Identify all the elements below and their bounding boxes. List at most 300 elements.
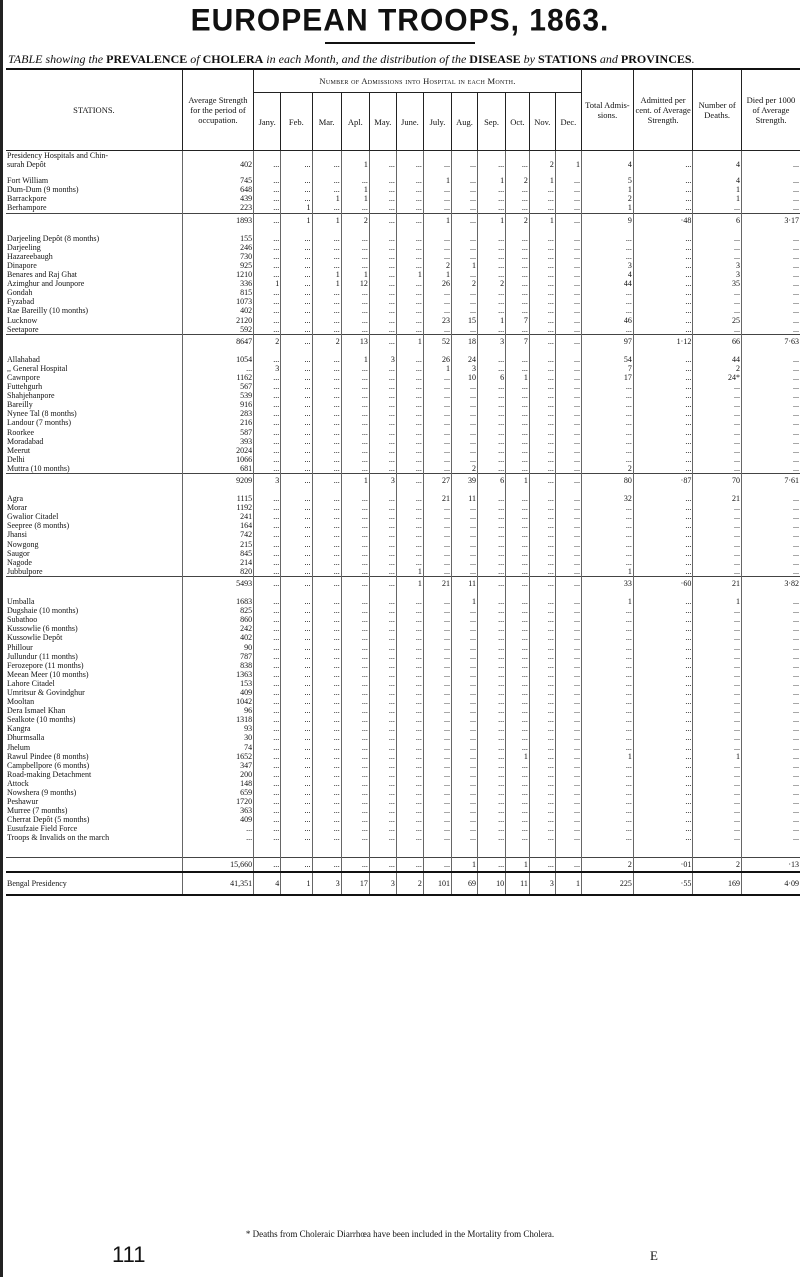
data-cell: ... [312,234,341,243]
data-cell: 363 [182,806,253,815]
data-cell: ... [506,724,530,733]
table-row [6,316,800,325]
data-cell: ... [423,530,451,539]
data-cell: ... [423,615,451,624]
data-cell: ... [396,428,423,437]
station-name: Jhelum [7,742,31,752]
data-cell: 12 [341,279,369,288]
data-cell: ... [555,633,581,642]
data-cell: 1210 [182,270,253,279]
data-cell: ... [369,364,396,373]
data-cell: 916 [182,400,253,409]
data-cell: ... [312,494,341,503]
gap-cell [581,227,633,234]
data-cell: ... [281,418,312,427]
data-cell: ... [693,706,742,715]
data-cell: 164 [182,521,253,530]
data-cell: ... [529,540,555,549]
data-cell: ... [341,464,369,474]
data-cell: ... [423,633,451,642]
station-name: Gwalior Citadel [7,512,59,522]
data-cell: ... [254,670,281,679]
grand-total-cell: 10 [477,872,505,895]
data-cell: ... [341,770,369,779]
data-cell: ... [529,512,555,521]
data-cell: ... [741,540,800,549]
data-cell: ... [281,252,312,261]
data-cell: ... [312,521,341,530]
data-cell: ... [254,400,281,409]
data-cell: ... [396,597,423,606]
subtotal-cell: 2 [341,213,369,227]
station-name: Umritsur & Govindghur [7,687,85,697]
data-cell: 2024 [182,446,253,455]
data-cell: ... [741,364,800,373]
subtotal-cell: 1 [529,213,555,227]
data-cell: ... [341,833,369,857]
data-cell: ... [529,373,555,382]
table-row [6,418,800,427]
data-cell: ... [452,176,478,185]
data-cell: ... [341,428,369,437]
data-cell: ... [633,558,692,567]
table-row [6,530,800,539]
data-cell: ... [477,761,505,770]
data-cell: ... [555,606,581,615]
grand-total-cell: 169 [693,872,742,895]
data-cell: 347 [182,761,253,770]
data-cell: 825 [182,606,253,615]
data-cell: ... [506,779,530,788]
data-cell: ... [423,806,451,815]
data-cell: ... [555,733,581,742]
data-cell: ... [396,521,423,530]
data-cell: ... [693,743,742,752]
data-cell: ... [452,185,478,194]
data-cell: ... [693,824,742,833]
data-cell: ... [423,670,451,679]
gap-cell [452,227,478,234]
data-cell: ... [506,325,530,335]
data-cell: ... [281,733,312,742]
gap-cell [529,348,555,355]
data-cell: 1 [477,176,505,185]
data-cell: ... [477,697,505,706]
data-cell: ... [312,833,341,857]
data-cell: ... [281,624,312,633]
station-name: Lucknow [7,315,38,325]
data-cell: ... [555,316,581,325]
data-cell: ... [254,373,281,382]
data-cell: ... [423,464,451,474]
data-cell: ... [369,400,396,409]
data-cell: ... [555,806,581,815]
data-cell: ... [633,679,692,688]
data-cell: 93 [182,724,253,733]
station-name: Dum-Dum (9 months) [7,185,79,195]
gap-cell [423,227,451,234]
data-cell: ... [477,306,505,315]
data-cell: 1 [341,160,369,169]
data-cell: ... [477,530,505,539]
data-cell: ... [529,316,555,325]
subtotal-cell: ... [369,857,396,872]
data-cell: ... [506,382,530,391]
data-cell: ... [341,252,369,261]
data-cell: ... [506,567,530,577]
data-cell: ... [555,288,581,297]
data-cell: ... [529,806,555,815]
data-cell: ... [506,788,530,797]
gap-cell [506,227,530,234]
data-cell: ... [369,715,396,724]
data-cell: ... [369,824,396,833]
data-cell: ... [312,661,341,670]
subtotal-cell: ... [396,474,423,488]
data-cell: ... [555,724,581,733]
subtotal-cell: ... [452,213,478,227]
grand-total-cell: 101 [423,872,451,895]
data-cell: ... [477,806,505,815]
subtotal-cell: ·13 [741,857,800,872]
data-cell: ... [452,530,478,539]
data-cell: 1 [693,194,742,203]
data-cell: 1 [452,597,478,606]
data-cell: ... [452,779,478,788]
subtotal-row [6,857,800,872]
data-cell: ... [369,724,396,733]
subtotal-cell: 1 [452,857,478,872]
gap-cell [693,590,742,597]
data-cell: ... [693,530,742,539]
gap-cell [396,590,423,597]
data-cell: 1 [341,185,369,194]
data-cell: ... [281,464,312,474]
data-cell: ... [254,606,281,615]
gap-cell [312,227,341,234]
data-cell: ... [254,437,281,446]
data-cell: ... [452,234,478,243]
data-cell: ... [581,446,633,455]
data-cell: ... [506,464,530,474]
station-name: Benares and Raj Ghat [7,270,77,280]
gap-cell [633,487,692,494]
data-cell: ... [555,437,581,446]
table-row [6,606,800,615]
data-cell: ... [369,833,396,857]
data-cell: ... [633,797,692,806]
data-cell: 742 [182,530,253,539]
gap-cell [633,590,692,597]
data-cell: ... [312,428,341,437]
data-cell: ... [281,446,312,455]
month-header: Dec. [555,93,581,151]
data-cell: ... [254,418,281,427]
station-name: Jubbulpore [7,566,43,576]
data-cell: ... [581,512,633,521]
data-cell: 155 [182,234,253,243]
data-cell: ... [369,743,396,752]
data-cell: ... [529,325,555,335]
data-cell: ... [312,418,341,427]
subtotal-cell: ... [341,857,369,872]
data-cell: ... [254,743,281,752]
gap-cell [477,590,505,597]
station-name: Road-making Detachment [7,769,92,779]
data-cell: 745 [182,176,253,185]
data-cell: ... [477,418,505,427]
gap-cell [581,348,633,355]
data-cell: ... [506,743,530,752]
gap-cell [281,348,312,355]
gap-cell [423,590,451,597]
data-cell: ... [312,261,341,270]
table-row [6,325,800,335]
data-cell: ... [529,779,555,788]
data-cell: 21 [423,494,451,503]
data-cell: 2 [477,279,505,288]
data-cell: ... [633,706,692,715]
table-row [6,455,800,464]
data-cell: ... [693,761,742,770]
data-cell: ... [633,418,692,427]
data-cell: ... [452,297,478,306]
data-cell: ... [741,252,800,261]
data-cell: ... [633,252,692,261]
station-name: Ferozepore (11 months) [7,660,84,670]
data-cell: ... [254,288,281,297]
data-cell: 214 [182,558,253,567]
data-cell: ... [254,661,281,670]
data-cell: ... [254,643,281,652]
data-cell: ... [423,549,451,558]
data-cell: ... [693,661,742,670]
data-cell: ... [341,494,369,503]
subtotal-cell: 1·12 [633,334,692,348]
data-cell: ... [341,724,369,733]
data-cell: ... [396,530,423,539]
station-name: Dinapore [7,260,37,270]
data-cell: 1066 [182,455,253,464]
data-cell: ... [506,306,530,315]
data-cell: ... [581,661,633,670]
data-cell: 3 [693,270,742,279]
data-cell: ... [477,715,505,724]
data-cell: ... [396,606,423,615]
data-cell: ... [506,815,530,824]
data-cell: ... [693,615,742,624]
data-cell: ... [281,512,312,521]
subtotal-label [6,213,182,227]
data-cell: ... [452,567,478,577]
data-cell: ... [529,446,555,455]
data-cell: ... [555,815,581,824]
data-cell: ... [281,761,312,770]
data-cell: ... [506,733,530,742]
station-name: Nowgong [7,539,39,549]
subtotal-cell: 6 [693,213,742,227]
data-cell: 1 [341,270,369,279]
data-cell: ... [741,409,800,418]
gap-cell [693,348,742,355]
data-cell: ... [529,624,555,633]
data-cell: ... [633,391,692,400]
data-cell: ... [281,788,312,797]
subtotal-cell: ·60 [633,576,692,590]
station-name: Campbellpore (6 months) [7,760,90,770]
grand-total-cell: 4 [254,872,281,895]
data-cell: ... [423,521,451,530]
data-cell: ... [529,494,555,503]
data-cell: ... [312,373,341,382]
data-cell: ... [341,661,369,670]
subtotal-cell: ... [555,334,581,348]
data-cell: ... [693,464,742,474]
gap-cell [633,169,692,176]
data-cell: ... [506,540,530,549]
data-cell: 1 [254,279,281,288]
data-cell: ... [423,446,451,455]
data-cell: ... [741,615,800,624]
data-cell: ... [581,558,633,567]
pct-header: Admitted per cent. of Average Strength. [633,69,692,151]
data-cell: ... [741,503,800,512]
data-cell: ... [396,252,423,261]
data-cell: ... [633,815,692,824]
data-cell: ... [741,325,800,335]
data-cell: ... [452,437,478,446]
data-cell: 2 [452,279,478,288]
station-name: Seepree (8 months) [7,521,70,531]
data-cell: ... [581,437,633,446]
data-cell: ... [477,160,505,169]
station-name: Troops & Invalids on the march [7,833,110,843]
data-cell: 216 [182,418,253,427]
data-cell: 26 [423,355,451,364]
data-cell: ... [396,261,423,270]
data-cell: ... [396,503,423,512]
section-gap [6,590,800,597]
gap-cell [396,227,423,234]
data-cell: ... [452,679,478,688]
data-cell: ... [633,503,692,512]
data-cell: 24* [693,373,742,382]
data-cell: ... [254,297,281,306]
station-name: Nagode [7,557,32,567]
data-cell: 1652 [182,752,253,761]
data-cell: 46 [581,316,633,325]
data-cell: ... [423,437,451,446]
subtotal-cell: 2 [506,213,530,227]
station-name: Azimghur and Jounpore [7,279,85,289]
data-cell: ... [741,243,800,252]
data-cell: ... [555,494,581,503]
data-cell: ... [477,679,505,688]
data-cell: ... [312,549,341,558]
data-cell: ... [396,558,423,567]
data-cell: ... [254,194,281,203]
data-cell: ... [555,261,581,270]
table-row [6,652,800,661]
table-row [6,243,800,252]
subtotal-row [6,334,800,348]
data-cell: ... [633,270,692,279]
data-cell: 6 [477,373,505,382]
data-cell: ... [312,288,341,297]
data-cell: ... [529,297,555,306]
station-name: Eusufzaie Field Force [7,824,78,834]
data-cell: ... [312,779,341,788]
gap-cell [555,169,581,176]
data-cell: ... [555,743,581,752]
data-cell: ... [396,243,423,252]
subtotal-cell: 1 [281,213,312,227]
data-cell: ... [369,437,396,446]
data-cell: 1 [423,364,451,373]
data-cell: ... [341,761,369,770]
section-gap [6,227,800,234]
data-cell: 1720 [182,797,253,806]
data-cell: ... [693,688,742,697]
gap-cell [506,487,530,494]
data-cell: ... [741,355,800,364]
data-cell: 439 [182,194,253,203]
data-cell: ... [581,706,633,715]
data-cell: ... [633,770,692,779]
data-cell: ... [341,446,369,455]
data-cell: ... [506,261,530,270]
data-cell [529,151,555,161]
data-cell: ... [312,364,341,373]
data-cell: 15 [452,316,478,325]
data-cell: ... [423,788,451,797]
station-name: Mooltan [7,697,35,707]
station-name: Roorkee [7,427,35,437]
subtotal-cell: 7 [506,334,530,348]
data-cell: ... [312,733,341,742]
data-cell: ... [741,446,800,455]
data-cell: ... [693,409,742,418]
data-cell: ... [581,761,633,770]
data-cell: ... [312,761,341,770]
data-cell: ... [633,355,692,364]
data-cell: ... [581,733,633,742]
subtotal-cell: ... [396,213,423,227]
data-cell: ... [506,355,530,364]
signature-mark: E [650,1248,658,1263]
data-cell: 4 [581,270,633,279]
data-cell: ... [254,815,281,824]
data-cell: 3 [452,364,478,373]
data-cell: ... [555,464,581,474]
data-cell: ... [693,788,742,797]
data-cell: ... [423,288,451,297]
data-cell: ... [341,521,369,530]
data-cell: ... [555,428,581,437]
grand-total-cell: ·55 [633,872,692,895]
data-cell: ... [477,652,505,661]
data-cell: ... [396,279,423,288]
data-cell: ... [581,391,633,400]
data-cell: ... [506,512,530,521]
data-cell: ... [477,355,505,364]
data-cell: ... [254,679,281,688]
data-cell: ... [396,234,423,243]
data-cell: ... [254,355,281,364]
data-cell: ... [423,833,451,857]
data-cell: 2 [452,464,478,474]
data-cell: 44 [581,279,633,288]
